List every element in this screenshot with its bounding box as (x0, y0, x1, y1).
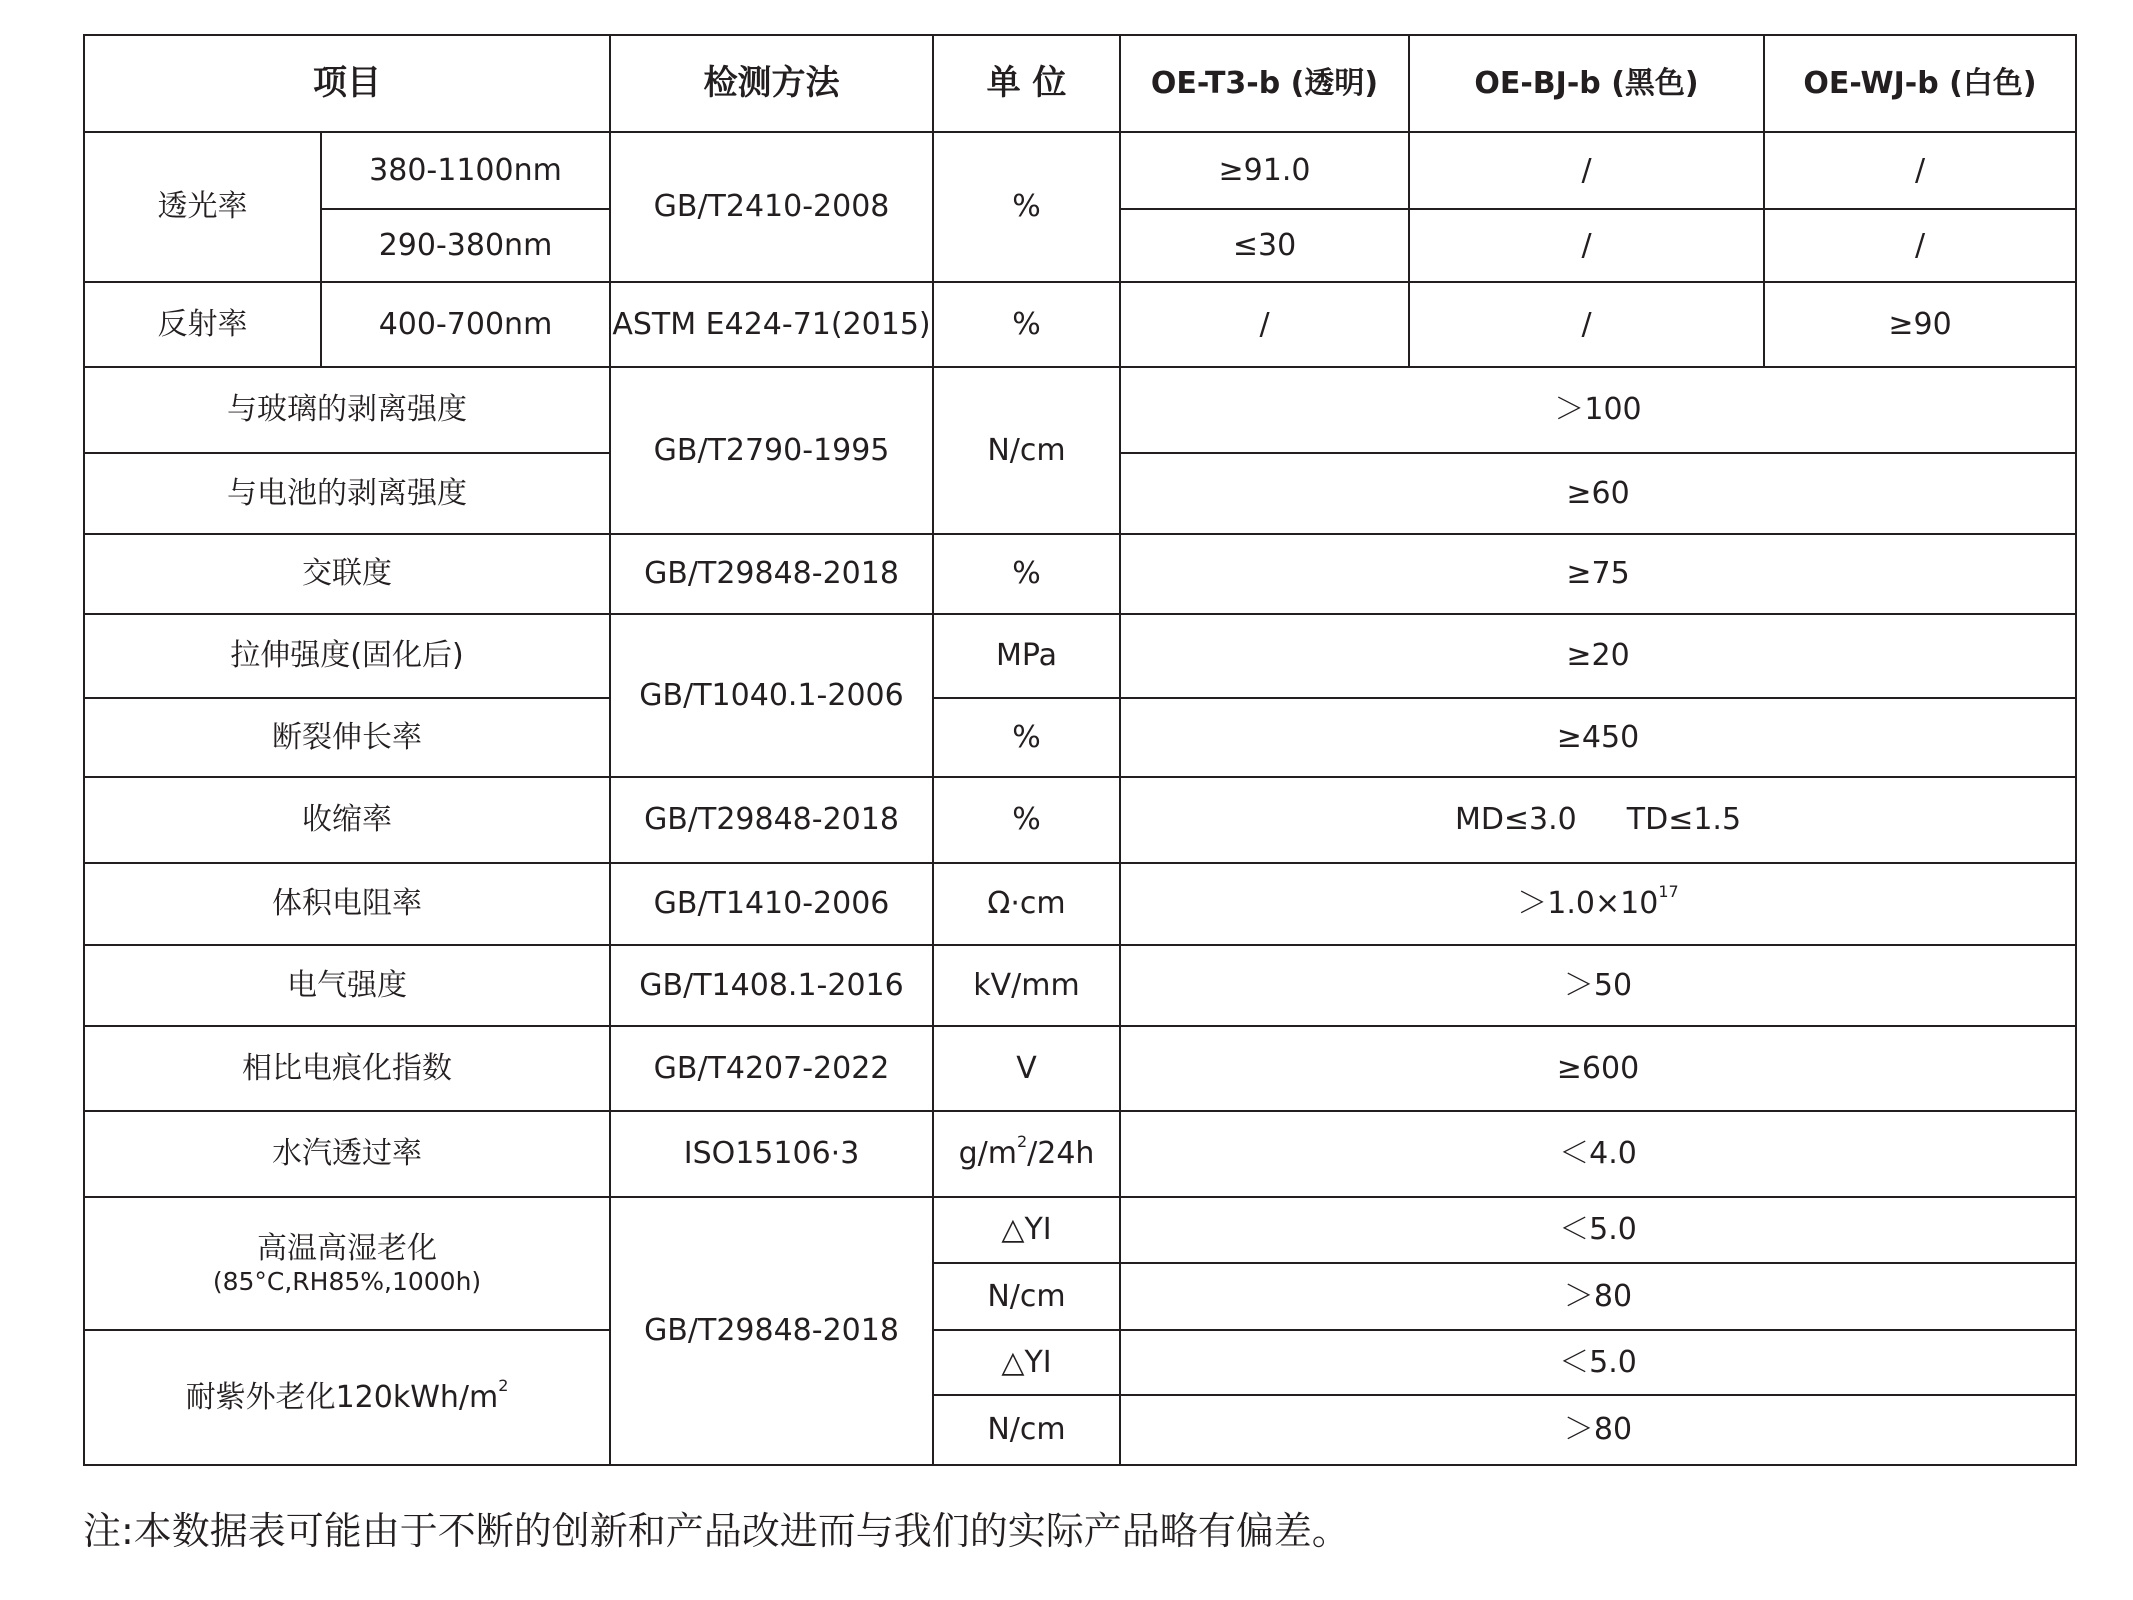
reflectance-wj: ≥90 (1764, 282, 2076, 367)
shrink-method: GB/T29848-2018 (610, 777, 933, 863)
header-unit: 单 位 (933, 35, 1120, 132)
damp-heat-condition: (85°C,RH85%,1000h) (212, 1266, 482, 1296)
transmittance-1-t3: ≥91.0 (1120, 132, 1409, 209)
dielectric-value: ＞50 (1120, 945, 2076, 1026)
reflectance-unit: % (933, 282, 1120, 367)
transmittance-1-wj: / (1764, 132, 2076, 209)
spec-table (83, 34, 2077, 1466)
damp-yi-unit: △YI (933, 1197, 1120, 1263)
wvtr-unit (933, 1111, 1120, 1197)
aging-method: GB/T29848-2018 (610, 1197, 933, 1465)
dielectric-label: 电气强度 (84, 945, 610, 1026)
header-oe-bj-b: OE-BJ-b (黑色) (1409, 35, 1764, 132)
shrink-unit: % (933, 777, 1120, 863)
header-oe-t3-b: OE-T3-b (透明) (1120, 35, 1409, 132)
uv-yi-unit: △YI (933, 1330, 1120, 1395)
transmittance-2-t3: ≤30 (1120, 209, 1409, 282)
resistivity-value (1120, 863, 2076, 945)
tensile-value: ≥20 (1120, 614, 2076, 698)
damp-peel-value: ＞80 (1120, 1263, 2076, 1330)
resistivity-label: 体积电阻率 (84, 863, 610, 945)
transmittance-2-bj: / (1409, 209, 1764, 282)
resistivity-method: GB/T1410-2006 (610, 863, 933, 945)
elongation-unit: % (933, 698, 1120, 777)
reflectance-method: ASTM E424-71(2015) (610, 282, 933, 367)
shrink-md: MD≤3.0 (1454, 802, 1577, 837)
peel-glass-value: ＞100 (1120, 367, 2076, 453)
shrink-value (1120, 777, 2076, 863)
wvtr-unit-base: g/m (958, 1136, 1017, 1171)
header-oe-wj-b: OE-WJ-b (白色) (1764, 35, 2076, 132)
uv-aging-label (84, 1330, 610, 1465)
crosslink-label: 交联度 (84, 534, 610, 614)
transmittance-range-2: 290-380nm (321, 209, 610, 282)
elongation-label: 断裂伸长率 (84, 698, 610, 777)
transmittance-2-wj: / (1764, 209, 2076, 282)
reflectance-t3: / (1120, 282, 1409, 367)
uv-peel-value: ＞80 (1120, 1395, 2076, 1465)
cti-value: ≥600 (1120, 1026, 2076, 1111)
reflectance-range: 400-700nm (321, 282, 610, 367)
damp-peel-unit: N/cm (933, 1263, 1120, 1330)
tensile-unit: MPa (933, 614, 1120, 698)
dielectric-method: GB/T1408.1-2016 (610, 945, 933, 1026)
reflectance-label: 反射率 (84, 282, 321, 367)
tensile-label: 拉伸强度(固化后) (84, 614, 610, 698)
transmittance-unit: % (933, 132, 1120, 282)
cti-method: GB/T4207-2022 (610, 1026, 933, 1111)
peel-cell-value: ≥60 (1120, 453, 2076, 534)
resistivity-exponent: 17 (1658, 882, 1679, 901)
shrink-label: 收缩率 (84, 777, 610, 863)
damp-heat-title: 高温高湿老化 (257, 1230, 437, 1266)
crosslink-method: GB/T29848-2018 (610, 534, 933, 614)
tensile-method: GB/T1040.1-2006 (610, 614, 933, 777)
resistivity-unit: Ω·cm (933, 863, 1120, 945)
shrink-td: TD≤1.5 (1626, 802, 1742, 837)
peel-glass-label: 与玻璃的剥离强度 (84, 367, 610, 453)
transmittance-range-1: 380-1100nm (321, 132, 610, 209)
reflectance-bj: / (1409, 282, 1764, 367)
wvtr-label: 水汽透过率 (84, 1111, 610, 1197)
elongation-value: ≥450 (1120, 698, 2076, 777)
crosslink-unit: % (933, 534, 1120, 614)
header-item: 项目 (84, 35, 610, 132)
transmittance-1-bj: / (1409, 132, 1764, 209)
peel-method: GB/T2790-1995 (610, 367, 933, 534)
wvtr-value: ＜4.0 (1120, 1111, 2076, 1197)
wvtr-unit-sup: 2 (1016, 1132, 1028, 1151)
resistivity-base: ＞1.0×10 (1517, 886, 1659, 921)
transmittance-label: 透光率 (84, 132, 321, 282)
peel-unit: N/cm (933, 367, 1120, 534)
cti-label: 相比电痕化指数 (84, 1026, 610, 1111)
cti-unit: V (933, 1026, 1120, 1111)
wvtr-unit-tail: /24h (1027, 1136, 1095, 1171)
uv-yi-value: ＜5.0 (1120, 1330, 2076, 1395)
transmittance-method: GB/T2410-2008 (610, 132, 933, 282)
uv-peel-unit: N/cm (933, 1395, 1120, 1465)
header-method: 检测方法 (610, 35, 933, 132)
uv-aging-title: 耐紫外老化120kWh/m (185, 1379, 499, 1415)
damp-heat-label (84, 1197, 610, 1330)
footnote: 注:本数据表可能由于不断的创新和产品改进而与我们的实际产品略有偏差。 (83, 1509, 1350, 1553)
damp-yi-value: ＜5.0 (1120, 1197, 2076, 1263)
dielectric-unit: kV/mm (933, 945, 1120, 1026)
uv-aging-sup: 2 (498, 1375, 509, 1395)
crosslink-value: ≥75 (1120, 534, 2076, 614)
wvtr-method: ISO15106·3 (610, 1111, 933, 1197)
peel-cell-label: 与电池的剥离强度 (84, 453, 610, 534)
